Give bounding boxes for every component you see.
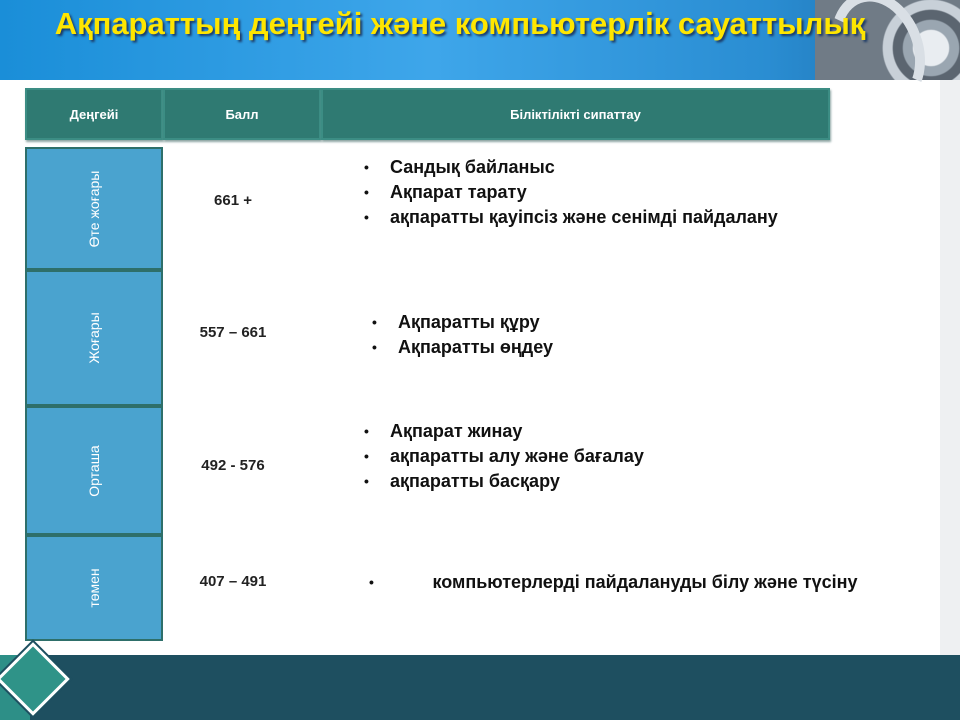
level-label: Жоғары [86,312,102,364]
list-item: • ақпаратты алу және бағалау [360,444,820,469]
header-level: Деңгейі [25,88,163,140]
list-item: • Ақпаратты құру [368,310,828,335]
level-cell-low [25,535,163,641]
list-item: • Ақпарат жинау [360,419,820,444]
header-score: Балл [163,88,321,140]
description-list-medium [360,419,820,494]
level-label: Орташа [86,444,102,497]
right-side-strip [940,80,960,655]
level-cell-medium [25,406,163,535]
level-label: төмен [86,568,102,608]
slide-title: Ақпараттың деңгейі және компьютерлік сауаттылық [54,6,866,41]
list-item: • Ақпаратты өңдеу [368,335,828,360]
score-medium: 492 - 576 [201,457,265,474]
score-low: 407 – 491 [199,573,267,590]
list-item: • ақпаратты басқару [360,469,820,494]
list-item: • компьютерлерді пайдалануды білу және түсіну [365,570,925,595]
level-cell-high [25,270,163,406]
list-item: • Ақпарат тарату [360,180,820,205]
description-list-high [368,310,828,360]
header-description: Біліктілікті сипаттау [321,88,830,140]
description-list-very-high [360,155,820,230]
score-very-high: 661 + [214,192,252,209]
score-high: 557 – 661 [199,324,267,341]
description-list-low [365,570,925,595]
list-item: • Сандық байланыс [360,155,820,180]
footer-band [0,655,960,720]
list-item: • ақпаратты қауіпсіз және сенімді пайдалану [360,205,820,230]
level-label: Өте жоғары [86,170,102,247]
level-cell-very-high [25,147,163,270]
